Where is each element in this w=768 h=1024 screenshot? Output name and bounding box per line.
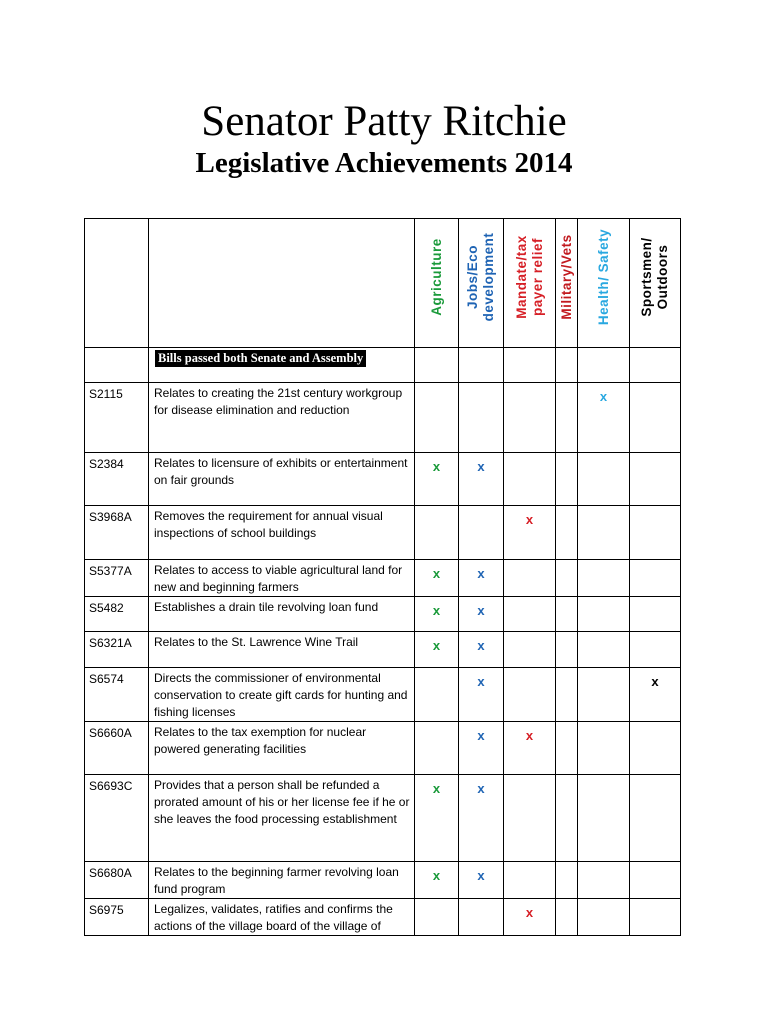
category-cell-ag [415,506,459,560]
category-cell-sp [630,597,681,632]
category-cell-jobs [459,862,504,899]
column-header-line: payer relief [529,237,545,317]
category-cell-hs [578,560,630,597]
bill-number: S6975 [85,899,149,936]
category-cell-mil [556,632,578,668]
category-mark: x [525,905,534,920]
category-mark: x [432,638,441,653]
category-cell-ag [415,597,459,632]
category-cell-mil [556,506,578,560]
section-empty [630,348,681,383]
column-header-line: Health/ Safety [595,228,611,326]
section-label: Bills passed both Senate and Assembly [155,350,366,367]
column-header-label [559,234,575,319]
column-header-label [596,229,612,325]
column-header-line: Sportsmen/ [639,237,654,317]
category-cell-mil [556,668,578,722]
bill-number: S5482 [85,597,149,632]
category-cell-jobs [459,775,504,862]
category-mark: x [432,566,441,581]
bill-number: S6574 [85,668,149,722]
column-header-jobs [459,219,504,348]
category-cell-man [504,506,556,560]
category-cell-mil [556,722,578,775]
category-mark: x [477,459,485,474]
section-empty [415,348,459,383]
bill-description: Removes the requirement for annual visual inspections of school buildings [149,506,415,560]
category-cell-jobs [459,632,504,668]
category-cell-hs [578,453,630,506]
category-cell-jobs [459,560,504,597]
category-cell-hs [578,775,630,862]
category-cell-ag [415,775,459,862]
category-cell-hs [578,722,630,775]
category-mark: x [477,638,485,653]
category-cell-man [504,383,556,453]
bill-description: Relates to licensure of exhibits or entertainment on fair grounds [149,453,415,506]
bill-number: S3968A [85,506,149,560]
category-mark: x [477,603,485,618]
category-cell-sp [630,722,681,775]
column-header-line: Military/Vets [558,234,574,320]
section-cell [149,348,415,383]
section-blank-cell [85,348,149,383]
category-mark: x [599,389,608,404]
column-header-man [504,219,556,348]
bill-number: S6660A [85,722,149,775]
category-mark: x [525,512,534,527]
category-cell-man [504,632,556,668]
column-header-label [429,238,445,316]
category-cell-man [504,597,556,632]
category-cell-sp [630,775,681,862]
table-row [85,383,681,453]
category-cell-hs [578,632,630,668]
table-row [85,560,681,597]
category-mark: x [477,566,485,581]
category-cell-hs [578,862,630,899]
category-cell-ag [415,453,459,506]
column-header-wrap [556,219,577,347]
category-cell-mil [556,862,578,899]
bill-number: S2115 [85,383,149,453]
category-cell-mil [556,899,578,936]
bill-description: Establishes a drain tile revolving loan fund [149,597,415,632]
category-cell-hs [578,506,630,560]
category-cell-mil [556,453,578,506]
category-cell-sp [630,632,681,668]
table-row [85,775,681,862]
category-cell-sp [630,560,681,597]
category-cell-ag [415,560,459,597]
table-row [85,597,681,632]
category-mark: x [432,603,441,618]
column-header-hs [578,219,630,348]
category-cell-mil [556,775,578,862]
bill-number: S6693C [85,775,149,862]
table-row [85,453,681,506]
column-header-line: Outdoors [655,244,670,310]
category-cell-man [504,453,556,506]
category-cell-sp [630,862,681,899]
column-header-sp [630,219,681,348]
column-header-line: Jobs/Eco [465,244,480,310]
category-cell-ag [415,668,459,722]
column-header-wrap [630,219,680,347]
column-header-line: Agriculture [428,238,444,316]
bill-description: Relates to the St. Lawrence Wine Trail [149,632,415,668]
category-cell-hs [578,383,630,453]
category-cell-ag [415,722,459,775]
column-header-wrap [504,219,555,347]
category-cell-jobs [459,506,504,560]
category-cell-man [504,722,556,775]
column-header-wrap [578,219,629,347]
column-header-ag [415,219,459,348]
category-mark: x [477,868,485,883]
category-cell-mil [556,560,578,597]
category-mark: x [477,674,485,689]
category-cell-ag [415,862,459,899]
bill-description: Relates to the beginning farmer revolving loan fund program [149,862,415,899]
table-body [85,219,681,936]
bill-description: Provides that a person shall be refunded a prorated amount of his or her license fee if he or she leaves the food processing establishment [149,775,415,862]
table-row [85,668,681,722]
category-cell-sp [630,383,681,453]
bill-description: Legalizes, validates, ratifies and confirms the actions of the village board of the village of [149,899,415,936]
header-row [85,219,681,348]
category-cell-man [504,899,556,936]
category-cell-sp [630,899,681,936]
section-row [85,348,681,383]
section-empty [459,348,504,383]
bill-description: Relates to the tax exemption for nuclear powered generating facilities [149,722,415,775]
page-subtitle: Legislative Achievements 2014 [195,147,573,179]
category-cell-sp [630,453,681,506]
category-cell-man [504,775,556,862]
table-row [85,862,681,899]
category-mark: x [477,728,485,743]
bill-number: S6321A [85,632,149,668]
section-empty [578,348,630,383]
category-cell-sp [630,668,681,722]
section-empty [556,348,578,383]
category-cell-man [504,862,556,899]
achievements-table [84,218,681,936]
category-cell-hs [578,597,630,632]
header-blank-desc [149,219,415,348]
column-header-line: development [481,232,496,322]
category-cell-man [504,668,556,722]
category-cell-ag [415,632,459,668]
category-cell-ag [415,383,459,453]
category-cell-man [504,560,556,597]
header-blank-bill [85,219,149,348]
bill-description: Relates to creating the 21st century workgroup for disease elimination and reduction [149,383,415,453]
table-row [85,722,681,775]
table-row [85,632,681,668]
table-row [85,899,681,936]
table-row [85,506,681,560]
category-cell-mil [556,383,578,453]
category-cell-jobs [459,453,504,506]
category-cell-sp [630,506,681,560]
column-header-wrap [459,219,503,347]
category-mark: x [432,459,441,474]
category-cell-mil [556,597,578,632]
category-cell-jobs [459,899,504,936]
bill-description: Relates to access to viable agricultural land for new and beginning farmers [149,560,415,597]
column-header-label [465,233,497,322]
category-cell-jobs [459,722,504,775]
column-header-label [514,235,546,319]
bill-number: S6680A [85,862,149,899]
column-header-label [639,237,671,316]
column-header-wrap [415,219,458,347]
category-mark: x [432,781,441,796]
category-mark: x [651,674,659,689]
bill-number: S5377A [85,560,149,597]
category-cell-hs [578,668,630,722]
category-cell-hs [578,899,630,936]
page-title: Senator Patty Ritchie [201,98,567,145]
column-header-mil [556,219,578,348]
category-cell-jobs [459,383,504,453]
category-mark: x [432,868,441,883]
column-header-line: Mandate/tax [513,235,529,319]
bill-description: Directs the commissioner of environmental conservation to create gift cards for hunting and fishing licenses [149,668,415,722]
bill-number: S2384 [85,453,149,506]
section-empty [504,348,556,383]
category-mark: x [525,728,534,743]
category-cell-jobs [459,597,504,632]
category-cell-ag [415,899,459,936]
category-mark: x [477,781,485,796]
category-cell-jobs [459,668,504,722]
